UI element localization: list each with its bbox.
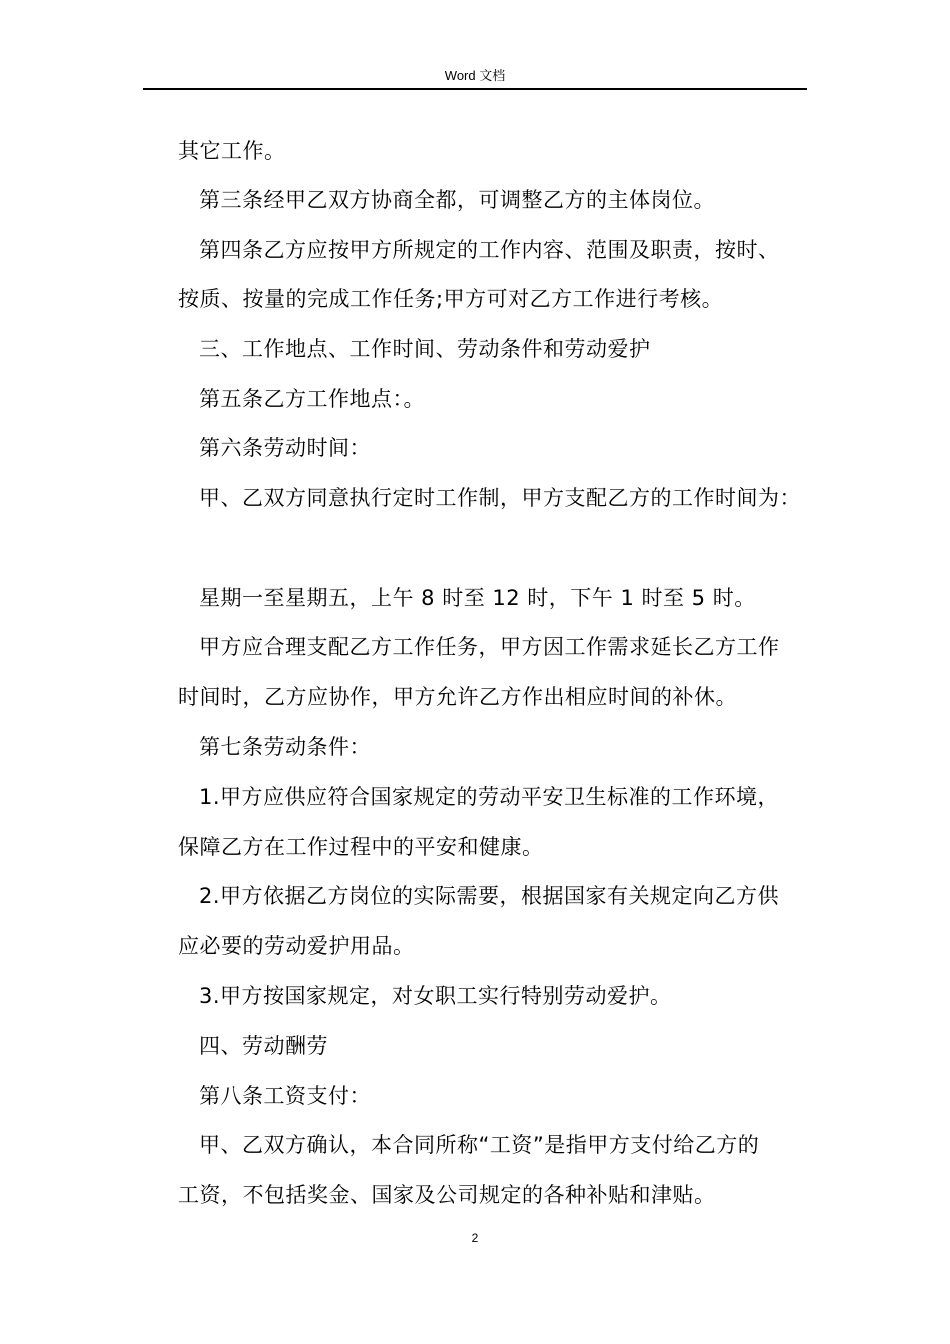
paragraph-line: 甲、乙双方同意执行定时工作制，甲方支配乙方的工作时间为： [199,486,801,510]
list-item: 2.甲方依据乙方岗位的实际需要，根据国家有关规定向乙方供 [199,884,780,908]
paragraph-line: 时间时，乙方应协作，甲方允许乙方作出相应时间的补休。 [178,685,737,709]
paragraph-line: 其它工作。 [178,139,286,163]
list-item: 3.甲方按国家规定，对女职工实行特别劳动爱护。 [199,984,672,1008]
list-item: 1.甲方应供应符合国家规定的劳动平安卫生标准的工作环境， [199,785,780,809]
paragraph-line: 保障乙方在工作过程中的平安和健康。 [178,835,544,859]
paragraph-line: 第七条劳动条件： [199,735,371,759]
paragraph-line: 第五条乙方工作地点：。 [199,387,425,411]
section-heading: 三、工作地点、工作时间、劳动条件和劳动爱护 [199,337,651,361]
paragraph-line: 应必要的劳动爱护用品。 [178,934,415,958]
paragraph-line: 甲方应合理支配乙方工作任务，甲方因工作需求延长乙方工作 [199,635,780,659]
paragraph-line: 第四条乙方应按甲方所规定的工作内容、范围及职责，按时、 [199,238,780,262]
page-header [143,66,807,90]
paragraph-line: 第八条工资支付： [199,1084,371,1108]
paragraph-line: 工资，不包括奖金、国家及公司规定的各种补贴和津贴。 [178,1183,716,1207]
paragraph-line: 星期一至星期五，上午 8 时至 12 时，下午 1 时至 5 时。 [199,586,756,610]
paragraph-line: 第六条劳动时间： [199,436,371,460]
page-number: 2 [471,1231,479,1245]
paragraph-line: 按质、按量的完成工作任务;甲方可对乙方工作进行考核。 [178,287,724,311]
paragraph-line: 甲、乙双方确认，本合同所称“工资”是指甲方支付给乙方的 [199,1133,760,1157]
section-heading: 四、劳动酬劳 [199,1034,328,1058]
header-title: Word 文档 [444,68,506,83]
paragraph-line: 第三条经甲乙双方协商全都，可调整乙方的主体岗位。 [199,188,715,212]
